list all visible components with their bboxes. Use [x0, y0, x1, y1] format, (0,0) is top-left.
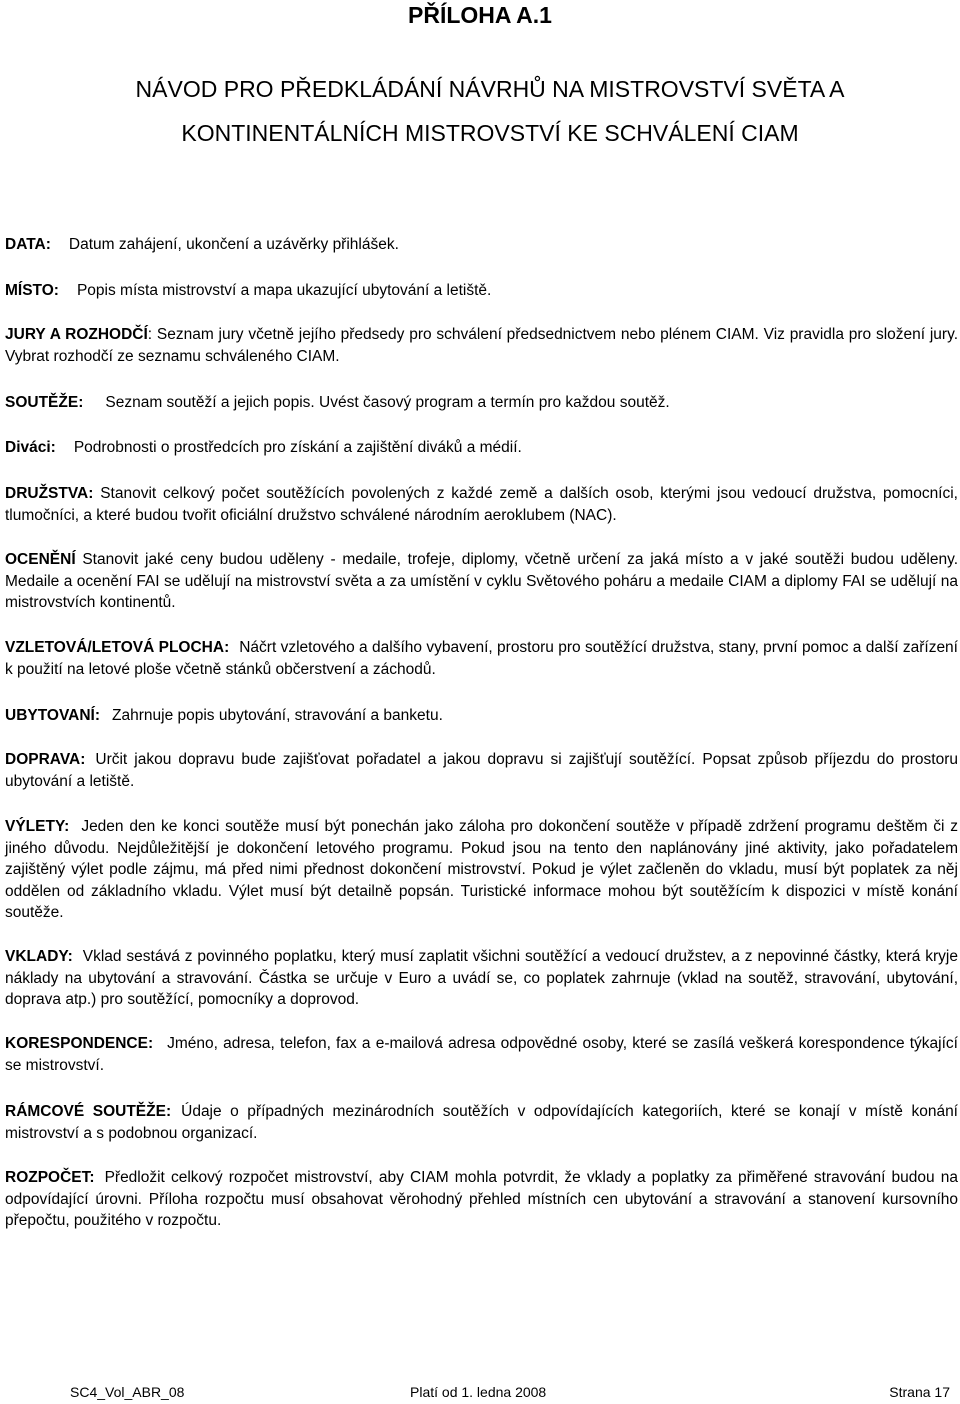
section-data: [5, 234, 958, 256]
section-label: DOPRAVA:: [5, 751, 86, 768]
section-divaci: [5, 437, 958, 459]
section-text: Vklad sestává z povinného poplatku, který musí zaplatit všichni soutěžící a vedoucí družstev, a z nepovinné částky, která kryje náklady na ubytování a stravování. Částka se určuje v Euro a uvádí se, co poplatek zahrnuje (vklad na soutěž, stravování, ubytování, doprava atp.) pro soutěžící, pomocníky a doprovod.: [5, 948, 958, 1008]
section-korespondence: [5, 1033, 958, 1076]
section-druzstva: [5, 483, 958, 526]
section-text: Předložit celkový rozpočet mistrovství, aby CIAM mohla potvrdit, že vklady a poplatky za přiměřené stravování budou na odpovídající úrovni. Příloha rozpočtu musí obsahovat věrohodný přehled místních cen ubytování a stravování a stanovení kursovního přepočtu, použitého v rozpočtu.: [5, 1169, 958, 1229]
footer-page-number: Strana 17: [889, 1384, 950, 1400]
section-text: Jeden den ke konci soutěže musí být ponechán jako záloha pro dokončení soutěže v případě zdržení programu deštěm či z jiného důvodu. Nejdůležitější je dokončení letového programu. Pokud jsou na tento den naplánovány jiné aktivity, jako pořadatelem zajištěný výlet podle zájmu, má před nimi přednost dokončení mistrovství. Pokud je výlet začleněn do vkladu, musí být poplatek za něj oddělen od základního vkladu. Výlet musí být detailně popsán. Turistické informace mohou být soutěžícím k dispozici v místě konání soutěže.: [5, 818, 958, 921]
section-label: MÍSTO:: [5, 282, 59, 299]
section-vylety: [5, 816, 958, 924]
section-label: DATA:: [5, 236, 51, 253]
section-jury: [5, 324, 958, 367]
section-text: Stanovit celkový počet soutěžících povolených z každé země a dalších osob, kterými jsou vedoucí družstva, pomocníci, tlumočníci, a které budou tvořit oficiální družstvo schválené národním aeroklubem (NAC).: [5, 485, 958, 524]
section-label: Diváci:: [5, 439, 56, 456]
section-text: Určit jakou dopravu bude zajišťovat pořadatel a jakou dopravu si zajišťují soutěžící. Popsat způsob příjezdu do prostoru ubytování a letiště.: [5, 751, 958, 790]
section-label: VÝLETY:: [5, 818, 70, 835]
document-title-line-1: NÁVOD PRO PŘEDKLÁDÁNÍ NÁVRHŮ NA MISTROVSTVÍ SVĚTA A: [135, 76, 845, 102]
section-ramcove: [5, 1101, 958, 1144]
section-label: ROZPOČET:: [5, 1169, 95, 1186]
section-text: Jméno, adresa, telefon, fax a e-mailová adresa odpovědné osoby, které se zasílá veškerá korespondence týkající se mistrovství.: [5, 1035, 958, 1074]
section-oceneni: [5, 549, 958, 614]
section-text: Stanovit jaké ceny budou uděleny - medaile, trofeje, diplomy, včetně určení za jaká místo a v jaké soutěži budou uděleny. Medaile a ocenění FAI se udělují na mistrovství světa a za umístění v cyklu Světového poháru a medaile CIAM a diplomy FAI se udělují na mistrovstvích kontinentů.: [5, 551, 959, 611]
section-text: : Seznam jury včetně jejího předsedy pro schválení předsednictvem nebo plénem CIAM. Viz pravidla pro složení jury. Vybrat rozhodčí ze seznamu schváleného CIAM.: [5, 326, 958, 365]
section-text: Zahrnuje popis ubytování, stravování a banketu.: [112, 707, 443, 724]
section-label: DRUŽSTVA:: [5, 485, 94, 502]
section-misto: [5, 280, 958, 302]
section-text: Datum zahájení, ukončení a uzávěrky přihlášek.: [68, 236, 399, 253]
section-text: Náčrt vzletového a dalšího vybavení, prostoru pro soutěžící družstva, stany, první pomoc a další zařízení k použití na letové ploše včetně stánků občerstvení a záchodů.: [5, 639, 958, 678]
footer-doc-code: SC4_Vol_ABR_08: [70, 1384, 185, 1400]
section-souteze: [5, 392, 958, 414]
section-text: Seznam soutěží a jejich popis. Uvést časový program a termín pro každou soutěž.: [105, 394, 670, 411]
section-vklady: [5, 946, 958, 1011]
section-label: SOUTĚŽE:: [5, 394, 84, 411]
document-title-line-2: KONTINENTÁLNÍCH MISTROVSTVÍ KE SCHVÁLENÍ CIAM: [181, 120, 799, 146]
section-label: RÁMCOVÉ SOUTĚŽE:: [5, 1103, 172, 1120]
section-text: Podrobnosti o prostředcích pro získání a zajištění diváků a médií.: [73, 439, 522, 456]
section-ubytovani: [5, 705, 958, 727]
footer-valid-from: Platí od 1. ledna 2008: [410, 1384, 547, 1400]
section-label: UBYTOVANÍ:: [5, 707, 101, 724]
section-rozpocet: [5, 1167, 958, 1232]
section-label: VKLADY:: [5, 948, 73, 965]
section-text: Popis místa mistrovství a mapa ukazující ubytování a letiště.: [76, 282, 492, 299]
section-label: KORESPONDENCE:: [5, 1035, 154, 1052]
section-label: JURY A ROZHODČÍ: [5, 326, 148, 343]
section-plocha: [5, 637, 958, 680]
section-text: Údaje o případných mezinárodních soutěžích v odpovídajících kategoriích, které se konají v místě konání mistrovství a s podobnou organizací.: [5, 1103, 958, 1142]
section-doprava: [5, 749, 958, 792]
section-label: OCENĚNÍ: [5, 551, 76, 568]
section-label: VZLETOVÁ/LETOVÁ PLOCHA:: [5, 639, 230, 656]
annex-heading: PŘÍLOHA A.1: [408, 2, 552, 28]
